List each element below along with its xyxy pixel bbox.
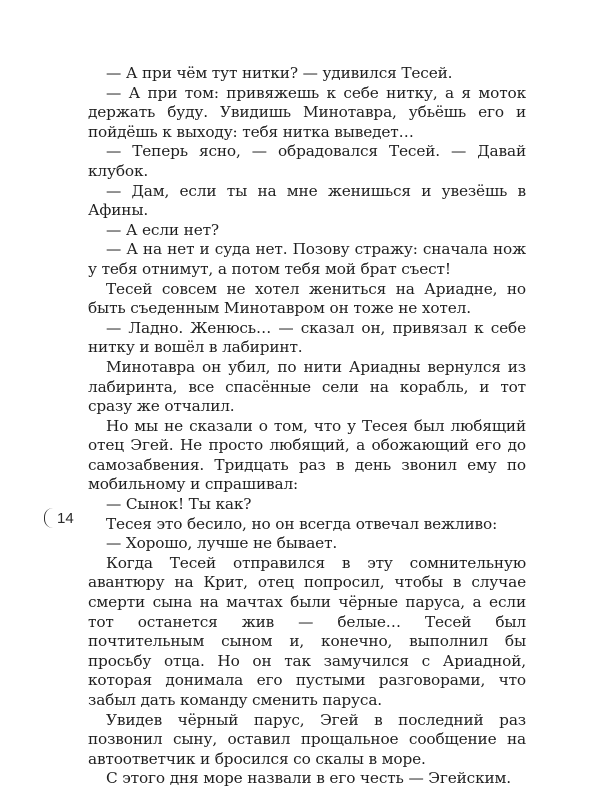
paragraph-9: Минотавра он убил, по нити Ариадны вернулся из лабиринта, все спасённые сели на корабль, и тот сразу же отчалил. <box>88 357 526 416</box>
paragraph-5: — А если нет? <box>106 220 219 239</box>
paragraph-11: — Сынок! Ты как? <box>106 495 252 514</box>
paragraph-14: Когда Тесей отправился в эту сомнительную авантюру на Крит, отец попросил, чтобы в случае смерти сына на мачтах были чёрные паруса, а если тот останется жив — белые… Тесей был почтительным сыном и, конечно, выполнил бы просьбу отца. Но он так замучился с Ариадной, которая донимала его пустыми разговорами, что забыл дать команду сменить паруса. <box>88 553 526 709</box>
body-text <box>88 64 526 789</box>
paragraph-13: — Хорошо, лучше не бывает. <box>106 534 338 553</box>
paragraph-10: Но мы не сказали о том, что у Тесея был любящий отец Эгей. Не просто любящий, а обожающий его до самозабвения. Тридцать раз в день звонил ему по мобильному и спрашивал: <box>88 416 526 494</box>
paragraph-1: — А при чём тут нитки? — удивился Тесей. <box>106 64 453 82</box>
paragraph-6: — А на нет и суда нет. Позову стражу: сначала нож у тебя отнимут, а потом тебя мой брат съест! <box>88 240 526 278</box>
paragraph-3: — Теперь ясно, — обрадовался Тесей. — Давай клубок. <box>88 142 526 180</box>
paragraph-12: Тесея это бесило, но он всегда отвечал вежливо: <box>106 514 498 533</box>
paragraph-8: — Ладно. Женюсь… — сказал он, привязал к себе нитку и вошёл в лабиринт. <box>88 318 526 357</box>
paragraph-15: Увидев чёрный парус, Эгей в последний раз позвонил сыну, оставил прощальное сообщение на автоответчик и бросился со скалы в море. <box>88 710 526 768</box>
paragraph-4: — Дам, если ты на мне женишься и увезёшь в Афины. <box>88 181 526 220</box>
page-number <box>44 508 74 528</box>
paragraph-16: С этого дня море назвали в его честь — Эгейским. <box>106 769 512 788</box>
page-number-bracket-icon <box>44 508 53 528</box>
paragraph-2: — А при том: привяжешь к себе нитку, а я моток держать буду. Увидишь Минотавра, убьёшь его и пойдёшь к выходу: тебя нитка выведет… <box>88 83 526 141</box>
paragraph-7: Тесей совсем не хотел жениться на Ариадне, но быть съеденным Минотавром он тоже не хотел. <box>88 279 526 318</box>
page-number-text: 14 <box>57 509 74 527</box>
